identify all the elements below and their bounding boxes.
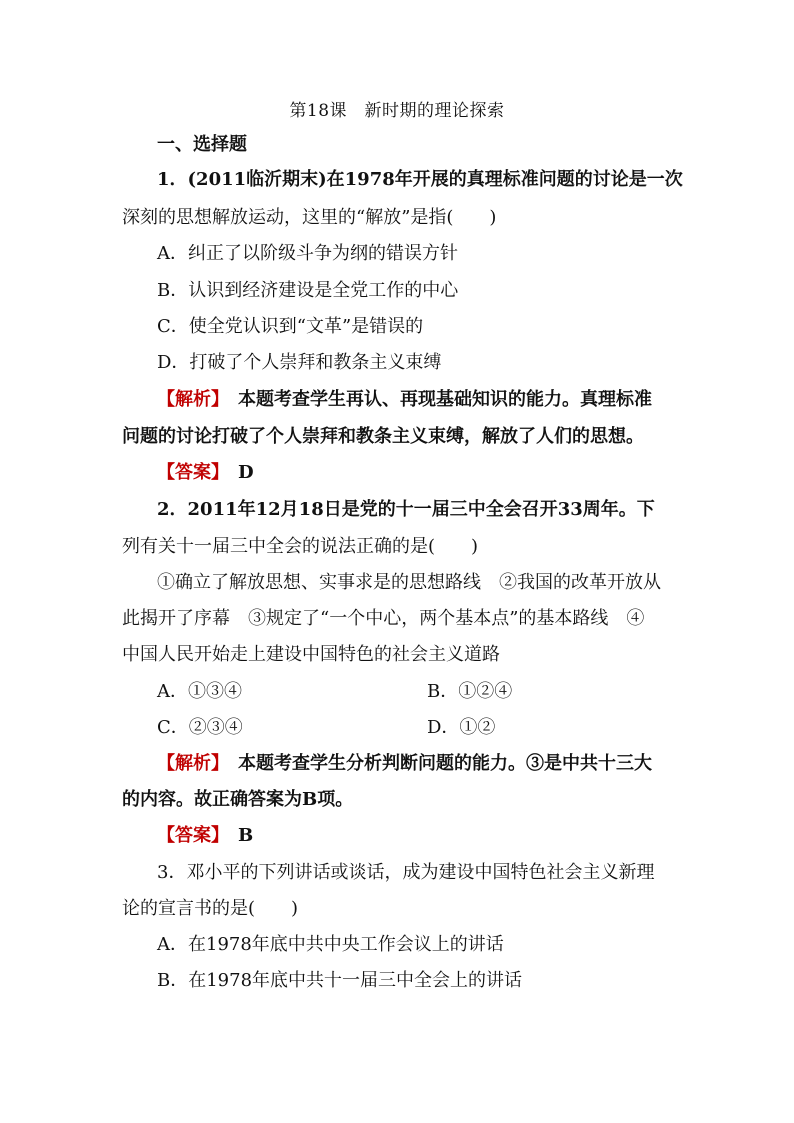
question-2-option-d: D．①② (427, 717, 496, 738)
question-1-analysis-line-1 (157, 388, 652, 412)
answer-tag: 【答案】 (157, 825, 220, 846)
answer-value: D (220, 462, 254, 483)
question-1-option-a: A．纠正了以阶级斗争为纲的错误方针 (157, 243, 458, 264)
question-2-statement-line-2: 此揭开了序幕 ③规定了“一个中心，两个基本点”的基本路线 ④ (122, 608, 645, 629)
question-1-analysis-line-2: 问题的讨论打破了个人崇拜和教条主义束缚，解放了人们的思想。 (122, 426, 644, 447)
lesson-title: 第18课 新时期的理论探索 (289, 101, 505, 121)
question-3-line-1: 3．邓小平的下列讲话或谈话，成为建设中国特色社会主义新理 (157, 862, 655, 883)
question-2-option-b: B．①②④ (427, 681, 513, 702)
question-3-line-2: 论的宣言书的是( ) (122, 898, 299, 919)
question-1-line-1: 1．(2011临沂期末)在1978年开展的真理标准问题的讨论是一次 (157, 169, 683, 190)
analysis-tag: 【解析】 (157, 389, 220, 410)
question-2-answer (157, 824, 253, 848)
question-3-option-b: B．在1978年底中共十一届三中全会上的讲话 (157, 970, 523, 991)
analysis-text: 本题考查学生再认、再现基础知识的能力。真理标准 (220, 389, 652, 410)
section-heading: 一、选择题 (157, 134, 247, 155)
answer-tag: 【答案】 (157, 462, 220, 483)
question-2-option-c: C．②③④ (157, 717, 243, 738)
question-1-answer (157, 461, 254, 485)
question-2-line-1: 2．2011年12月18日是党的十一届三中全会召开33周年。下 (157, 499, 655, 520)
question-3-option-a: A．在1978年底中共中央工作会议上的讲话 (157, 934, 504, 955)
question-1-option-c: C．使全党认识到“文革”是错误的 (157, 316, 424, 337)
question-2-statement-line-1: ①确立了解放思想、实事求是的思想路线 ②我国的改革开放从 (157, 572, 661, 593)
question-2-analysis-line-2: 的内容。故正确答案为B项。 (122, 789, 354, 810)
analysis-tag: 【解析】 (157, 753, 220, 774)
question-2-analysis-line-1 (157, 752, 652, 776)
question-2-option-a: A．①③④ (157, 681, 242, 702)
question-1-option-b: B．认识到经济建设是全党工作的中心 (157, 280, 459, 301)
answer-value: B (220, 825, 254, 846)
analysis-text: 本题考查学生分析判断问题的能力。③是中共十三大 (220, 753, 652, 774)
question-1-option-d: D．打破了个人崇拜和教条主义束缚 (157, 352, 442, 373)
question-1-line-2: 深刻的思想解放运动，这里的“解放”是指( ) (122, 207, 497, 228)
question-2-line-2: 列有关十一届三中全会的说法正确的是( ) (122, 536, 479, 557)
question-2-statement-line-3: 中国人民开始走上建设中国特色的社会主义道路 (122, 644, 500, 665)
